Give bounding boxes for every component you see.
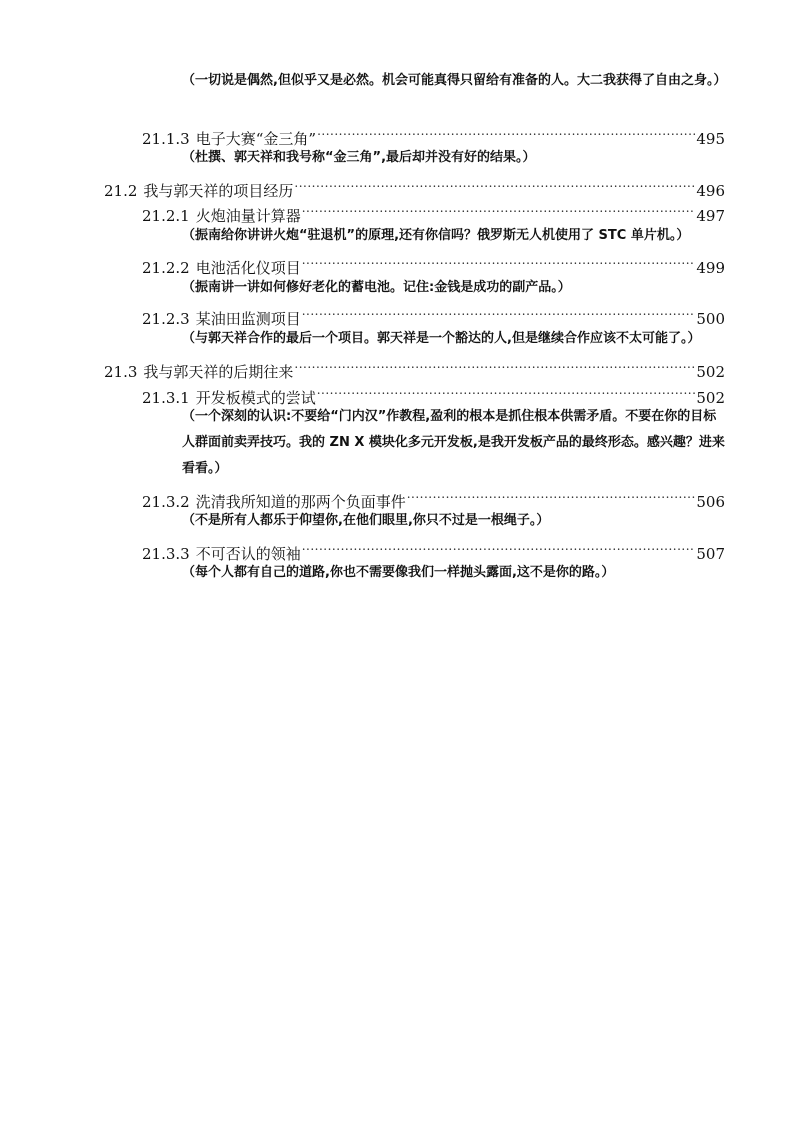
toc-leader-dots: [294, 357, 695, 377]
toc-entry-title: 火炮油量计算器: [195, 207, 301, 225]
toc-entry-page: 500: [696, 310, 725, 328]
toc-entry-page: 495: [696, 130, 725, 148]
toc-leader-dots: [302, 539, 696, 559]
toc-entry-title: 我与郭天祥的后期往来: [143, 363, 294, 381]
toc-entry-number: 21.3.3: [142, 545, 190, 563]
toc-leader-dots: [302, 304, 696, 324]
toc-entry-21-3[interactable]: [104, 357, 725, 382]
toc-entry-number: 21.2.2: [142, 259, 190, 277]
toc-entry-number: 21.1.3: [142, 130, 190, 148]
toc-entry-title: 电子大赛“金三角”: [195, 130, 317, 148]
toc-note-21-2-2: （振南讲一讲如何修好老化的蓄电池。记住:金钱是成功的副产品。）: [182, 280, 571, 295]
toc-note-intro: （一切说是偶然,但似乎又是必然。机会可能真得只留给有准备的人。大二我获得了自由之身。）: [182, 73, 727, 88]
toc-leader-dots: [317, 383, 696, 403]
toc-entry-number: 21.3: [104, 363, 138, 381]
toc-note-21-3-2: （不是所有人都乐于仰望你,在他们眼里,你只不过是一根绳子。）: [182, 513, 550, 528]
toc-note-21-2-3: （与郭天祥合作的最后一个项目。郭天祥是一个豁达的人,但是继续合作应该不太可能了。）: [182, 331, 701, 346]
toc-note-21-2-1: （振南给你讲讲火炮“驻退机”的原理,还有你信吗？俄罗斯无人机使用了 STC 单片机。）: [182, 228, 690, 243]
toc-note-21-3-1: （一个深刻的认识:不要给“门内汉”作教程,盈利的根本是抓住根本供需矛盾。不要在你的目标人群面前卖弄技巧。我的 ZN X 模块化多元开发板,是我开发板产品的最终形态。感兴趣？进来看看。）: [182, 409, 725, 476]
toc-entry-number: 21.3.2: [142, 493, 190, 511]
toc-entry-title: 我与郭天祥的项目经历: [143, 182, 294, 200]
toc-leader-dots: [302, 201, 696, 221]
toc-entry-page: 502: [696, 363, 725, 381]
toc-entry-page: 497: [696, 207, 725, 225]
toc-entry-page: 506: [696, 493, 725, 511]
toc-entry-page: 499: [696, 259, 725, 277]
toc-entry-page: 496: [696, 182, 725, 200]
toc-entry-number: 21.3.1: [142, 389, 190, 407]
toc-leader-dots: [317, 124, 695, 144]
toc-note-21-3-3: （每个人都有自己的道路,你也不需要像我们一样抛头露面,这不是你的路。）: [182, 565, 615, 580]
toc-entry-page: 502: [696, 389, 725, 407]
toc-entry-title: 电池活化仪项目: [195, 259, 301, 277]
toc-entry-number: 21.2.3: [142, 310, 190, 328]
toc-leader-dots: [407, 487, 696, 507]
toc-note-21-1-3: （杜撰、郭天祥和我号称“金三角”,最后却并没有好的结果。）: [182, 150, 536, 165]
toc-leader-dots: [302, 253, 696, 273]
toc-entry-number: 21.2.1: [142, 207, 190, 225]
toc-entry-title: 洗清我所知道的那两个负面事件: [195, 493, 406, 511]
toc-entry-page: 507: [696, 545, 725, 563]
toc-leader-dots: [294, 176, 695, 196]
toc-entry-title: 不可否认的领袖: [195, 545, 301, 563]
toc-entry-title: 某油田监测项目: [195, 310, 301, 328]
toc-entry-title: 开发板模式的尝试: [195, 389, 316, 407]
toc-entry-number: 21.2: [104, 182, 138, 200]
toc-entry-21-2[interactable]: [104, 176, 725, 201]
